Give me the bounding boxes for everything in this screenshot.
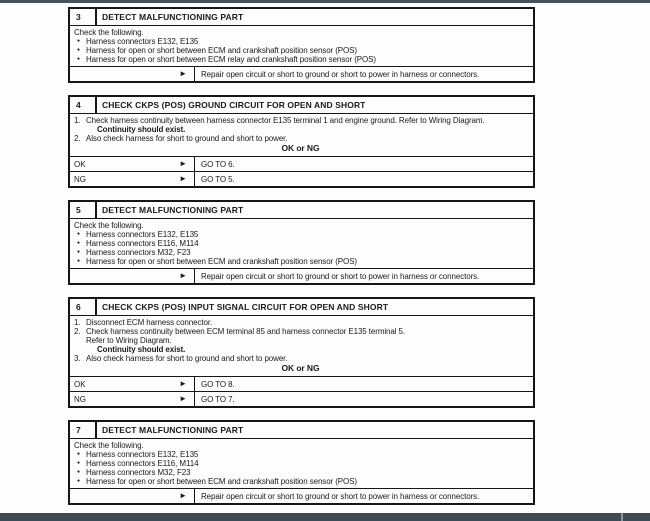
action-instruction: Repair open circuit or short to ground or short to power in harness or connectors. [201, 69, 480, 79]
goto-arrow-icon: ► [179, 174, 187, 183]
body-line-text: Disconnect ECM harness connector. [86, 318, 213, 327]
step-title: DETECT MALFUNCTIONING PART [102, 425, 244, 435]
goto-arrow-icon: ► [179, 69, 187, 78]
step-header [70, 299, 533, 316]
action-instruction: GO TO 7. [201, 394, 235, 404]
step-box [68, 95, 535, 188]
step-number: 4 [70, 97, 97, 113]
step-number: 6 [70, 299, 97, 315]
list-number: 3. [74, 354, 81, 363]
body-line [70, 354, 531, 363]
list-number: 1. [74, 116, 81, 125]
bullet-icon: ● [77, 469, 80, 475]
body-line: OK or NG [281, 143, 320, 153]
bullet-icon: ● [77, 47, 80, 53]
body-line-text: Also check harness for short to ground and short to power. [86, 134, 288, 143]
body-line-text: Harness for open or short between ECM and crankshaft position sensor (POS) [86, 257, 357, 266]
bullet-icon: ● [77, 451, 80, 457]
bullet-icon: ● [77, 258, 80, 264]
step-rows [70, 156, 533, 186]
action-row [70, 488, 533, 503]
step-box [68, 297, 535, 408]
body-line [70, 468, 531, 477]
action-instruction: Repair open circuit or short to ground or short to power in harness or connectors. [201, 271, 480, 281]
goto-arrow-icon: ► [179, 394, 187, 403]
step-header [70, 97, 533, 114]
goto-arrow-icon: ► [179, 491, 187, 500]
step-header [70, 422, 533, 439]
body-line [70, 257, 531, 266]
bullet-icon: ● [77, 478, 80, 484]
result-label: OK [74, 379, 86, 389]
viewer-top-border [0, 0, 650, 3]
step-rows [70, 268, 533, 283]
step-box [68, 200, 535, 285]
body-line-text: Harness connectors E132, E135 [86, 450, 199, 459]
bullet-icon: ● [77, 460, 80, 466]
body-line-text: Harness for open or short between ECM and crankshaft position sensor (POS) [86, 477, 357, 486]
body-line-text: Harness for open or short between ECM relay and crankshaft position sensor (POS) [86, 55, 376, 64]
body-line-text: Harness connectors E132, E135 [86, 230, 199, 239]
list-number: 2. [74, 327, 81, 336]
step-rows [70, 488, 533, 503]
step-header [70, 202, 533, 219]
goto-arrow-icon: ► [179, 379, 187, 388]
goto-arrow-icon: ► [179, 159, 187, 168]
manual-page [68, 7, 535, 517]
result-cell [70, 67, 195, 81]
step-body [70, 439, 533, 488]
body-line [70, 450, 531, 459]
action-row [70, 156, 533, 171]
action-row [70, 66, 533, 81]
action-instruction: GO TO 5. [201, 174, 235, 184]
result-cell [70, 157, 195, 171]
body-line [70, 248, 531, 257]
body-line-text: Check harness continuity between ECM terminal 85 and harness connector E135 terminal 5. [86, 327, 406, 336]
bullet-icon: ● [77, 249, 80, 255]
result-label: NG [74, 174, 86, 184]
action-row [70, 376, 533, 391]
step-title: DETECT MALFUNCTIONING PART [102, 12, 244, 22]
body-line: Continuity should exist. [97, 125, 186, 134]
bullet-icon: ● [77, 231, 80, 237]
result-cell [70, 489, 195, 503]
body-line-text: Harness for open or short between ECM and crankshaft position sensor (POS) [86, 46, 357, 55]
result-cell [70, 269, 195, 283]
body-line [70, 230, 531, 239]
body-line-text: Check harness continuity between harness connector E135 terminal 1 and engine ground. Refer to Wiring Diagram. [86, 116, 485, 125]
step-number: 3 [70, 9, 97, 25]
body-line [70, 318, 531, 327]
body-line [70, 37, 531, 46]
step-title: DETECT MALFUNCTIONING PART [102, 205, 244, 215]
step-body [70, 316, 533, 376]
body-line: OK or NG [281, 363, 320, 373]
body-line: Continuity should exist. [97, 345, 186, 354]
body-line-text: Also check harness for short to ground and short to power. [86, 354, 288, 363]
body-line-text: Harness connectors M32, F23 [86, 248, 191, 257]
step-body [70, 26, 533, 66]
bullet-icon: ● [77, 240, 80, 246]
result-label: NG [74, 394, 86, 404]
step-body [70, 219, 533, 268]
bullet-icon: ● [77, 56, 80, 62]
body-line: Check the following. [74, 441, 144, 450]
step-rows [70, 66, 533, 81]
goto-arrow-icon: ► [179, 271, 187, 280]
body-line [70, 239, 531, 248]
result-cell [70, 172, 195, 186]
body-line [70, 55, 531, 64]
body-line-text: Harness connectors E116, M114 [86, 239, 199, 248]
body-line [70, 459, 531, 468]
step-rows [70, 376, 533, 406]
step-number: 7 [70, 422, 97, 438]
list-number: 2. [74, 134, 81, 143]
result-cell [70, 392, 195, 406]
list-number: 1. [74, 318, 81, 327]
step-body [70, 114, 533, 156]
step-header [70, 9, 533, 26]
body-line [70, 327, 531, 336]
action-instruction: GO TO 8. [201, 379, 235, 389]
step-number: 5 [70, 202, 97, 218]
body-line [70, 116, 531, 125]
body-line-text: Harness connectors M32, F23 [86, 468, 191, 477]
action-instruction: GO TO 6. [201, 159, 235, 169]
step-box [68, 7, 535, 83]
step-box [68, 420, 535, 505]
result-cell [70, 377, 195, 391]
step-title: CHECK CKPS (POS) INPUT SIGNAL CIRCUIT FOR OPEN AND SHORT [102, 302, 389, 312]
scrollbar-thumb-edge[interactable] [621, 513, 623, 521]
body-line-text: Harness connectors E116, M114 [86, 459, 199, 468]
action-instruction: Repair open circuit or short to ground or short to power in harness or connectors. [201, 491, 480, 501]
body-line: Check the following. [74, 28, 144, 37]
body-line-text: Harness connectors E132, E135 [86, 37, 199, 46]
body-line [70, 134, 531, 143]
body-line [70, 477, 531, 486]
body-line [70, 46, 531, 55]
result-label: OK [74, 159, 86, 169]
step-title: CHECK CKPS (POS) GROUND CIRCUIT FOR OPEN AND SHORT [102, 100, 366, 110]
action-row [70, 171, 533, 186]
body-line: Refer to Wiring Diagram. [86, 336, 172, 345]
body-line: Check the following. [74, 221, 144, 230]
horizontal-scrollbar[interactable] [0, 513, 650, 521]
bullet-icon: ● [77, 38, 80, 44]
action-row [70, 391, 533, 406]
action-row [70, 268, 533, 283]
